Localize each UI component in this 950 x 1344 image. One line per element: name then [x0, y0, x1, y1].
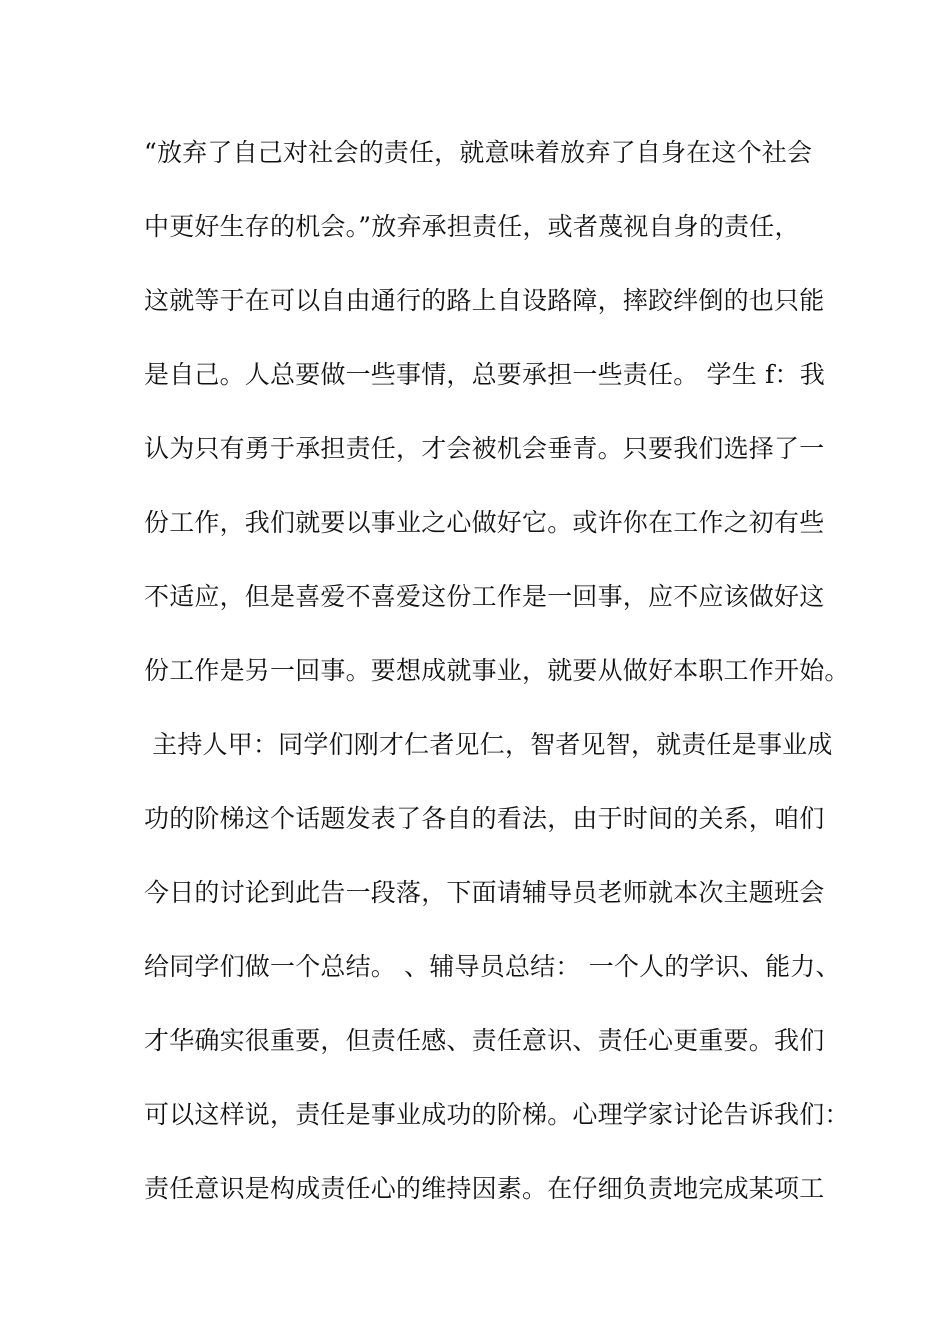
- text-line: 主持人甲：同学们刚才仁者见仁，智者见智，就责任是事业成: [144, 730, 833, 759]
- text-line: 今日的讨论到此告一段落，下面请辅导员老师就本次主题班会: [144, 878, 825, 907]
- text-line: 责任意识是构成责任心的维持因素。在仔细负责地完成某项工: [144, 1174, 825, 1203]
- text-line: 给同学们做一个总结。 、辅导员总结： 一个人的学识、能力、: [144, 952, 841, 981]
- text-line: 份工作是另一回事。要想成就事业，就要从做好本职工作开始。: [144, 656, 850, 685]
- body-text: [144, 131, 850, 1241]
- text-line: 才华确实很重要，但责任感、责任意识、责任心更重要。我们: [144, 1026, 825, 1055]
- text-line: 不适应，但是喜爱不喜爱这份工作是一回事，应不应该做好这: [144, 582, 825, 611]
- text-line: 可以这样说，责任是事业成功的阶梯。心理学家讨论告诉我们：: [144, 1100, 850, 1129]
- text-line: 是自己。人总要做一些事情，总要承担一些责任。 学生 f：我: [144, 360, 825, 389]
- text-line: 认为只有勇于承担责任，才会被机会垂青。只要我们选择了一: [144, 434, 825, 463]
- text-line: 这就等于在可以自由通行的路上自设路障，摔跤绊倒的也只能: [144, 286, 825, 315]
- text-line: “放弃了自己对社会的责任，就意味着放弃了自身在这个社会: [144, 138, 813, 167]
- text-line: 功的阶梯这个话题发表了各自的看法，由于时间的关系，咱们: [144, 804, 825, 833]
- text-line: 中更好生存的机会。”放弃承担责任，或者蔑视自身的责任，: [144, 212, 800, 241]
- text-line: 份工作，我们就要以事业之心做好它。或许你在工作之初有些: [144, 508, 825, 537]
